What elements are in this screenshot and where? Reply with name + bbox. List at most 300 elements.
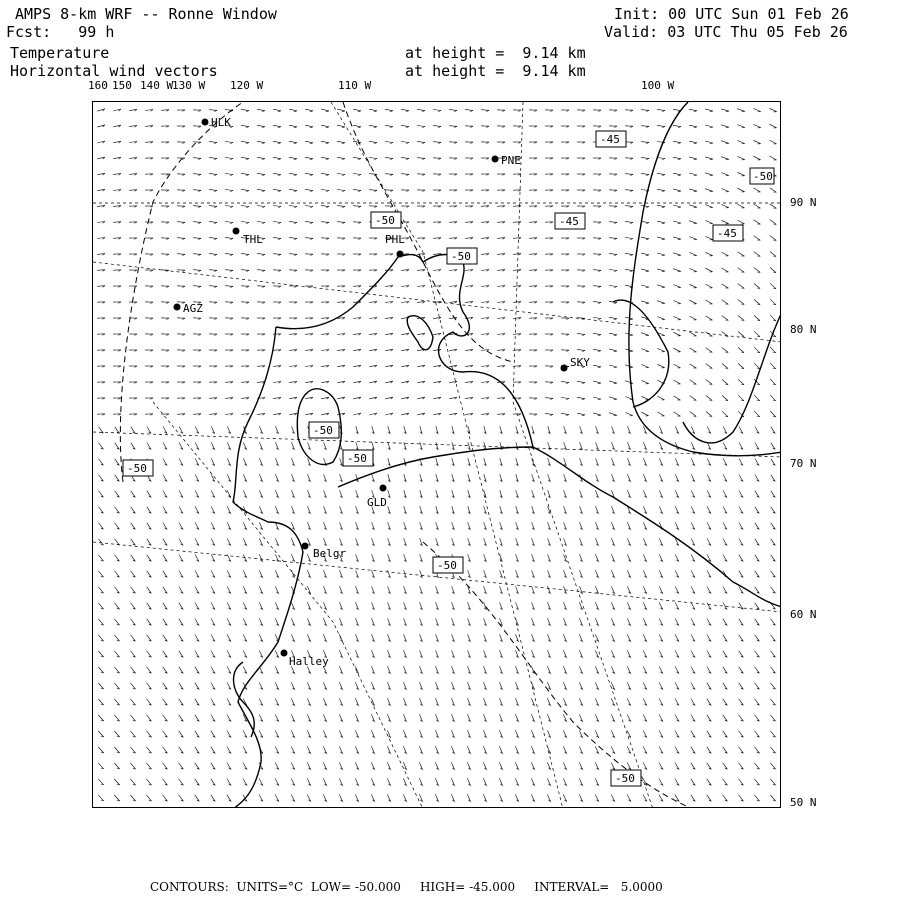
wind-vector [273,141,281,142]
wind-vector [754,204,761,208]
wind-vector [674,412,681,416]
wind-vector [625,253,633,254]
wind-vector-head [678,207,681,208]
coastline-east-inlet [613,300,669,407]
wind-vector [721,173,728,176]
wind-vector [673,205,681,207]
field-wind: Horizontal wind vectors [10,62,218,80]
wind-vector [657,269,665,271]
wind-vector-head [294,127,297,128]
wind-vector-head [214,222,217,223]
wind-vector-head [662,271,665,272]
wind-vector [689,125,697,127]
wind-vector-head [214,158,217,159]
wind-vector-head [246,175,249,176]
wind-vector [673,125,681,126]
wind-vector-head [214,190,217,191]
wind-vector [674,380,681,384]
wind-vector [738,268,745,272]
contour-labels [123,131,774,786]
wind-vector [177,238,185,239]
wind-vector [401,158,409,159]
wind-vector-head [230,191,233,192]
wind-vector-head [678,175,681,176]
wind-vector [305,109,313,111]
wind-vector-head [678,271,681,272]
wind-vector-head [646,303,649,304]
wind-vector [305,125,313,127]
wind-vector [609,397,617,399]
svg-text:-50: -50 [451,250,471,263]
station-dot-hlk [202,119,209,126]
wind-vector [273,189,281,190]
wind-vector-head [550,414,553,415]
wind-vector-head [646,255,649,256]
wind-vector [337,125,345,127]
wind-vector-head [566,382,569,383]
wind-vector-head [278,127,281,128]
wind-vector [754,268,760,273]
wind-vector-head [294,143,297,144]
wind-vector [738,395,744,400]
wind-vector [593,381,601,383]
wind-vector [673,332,680,335]
wind-vector [609,413,617,416]
wind-vector [449,126,457,127]
wind-vector [577,381,585,382]
wind-vector [625,269,633,270]
wind-vector [657,205,665,206]
wind-vector [593,302,601,303]
wind-vector-head [614,287,617,288]
wind-vector [689,189,697,191]
wind-vector [433,142,441,143]
wind-vector [321,109,329,111]
wind-vector-head [310,127,313,128]
wind-vector [305,189,313,190]
wind-vector [706,316,713,320]
svg-text:-45: -45 [559,215,579,228]
wind-vector [193,254,201,255]
wind-vector-head [358,127,361,128]
wind-vector-head [630,367,633,368]
wind-vector-head [662,287,665,288]
wind-vector-head [646,335,649,336]
contour-minus50-west [120,102,243,482]
wind-vector [305,141,313,143]
wind-vector [273,206,281,207]
wind-vector [593,318,601,319]
wind-vector [706,380,712,385]
station-label-hlk: HLK [211,116,231,129]
wind-vector [209,270,217,271]
wind-vector-head [742,111,745,112]
wind-vector-head [662,126,665,127]
wind-vector [641,380,648,383]
wind-vector-head [598,335,601,336]
wind-vector [753,140,760,143]
wind-vector [273,157,281,158]
wind-vector-head [262,111,265,112]
wind-vector [753,124,760,127]
station-label-agz: AGZ [183,302,203,315]
wind-vector [706,300,713,304]
wind-vector [225,158,233,159]
wind-vector [721,157,729,160]
wind-vector-head [342,159,345,160]
wind-vector [641,349,649,352]
wind-vector [657,237,665,239]
wind-vector [690,380,697,384]
wind-vector-head [646,239,649,240]
wind-vector [465,110,473,111]
wind-vector-head [230,175,233,176]
wind-vector [722,411,728,416]
wind-vector [609,286,617,287]
wind-vector-head [342,175,345,176]
wind-vector [209,286,217,287]
wind-vector [738,220,745,224]
wind-vector-head [294,175,297,176]
wind-vector [369,190,377,191]
wind-vector-head [662,110,665,111]
wind-vector-head [294,238,297,239]
wind-vector [738,347,744,352]
wind-vector-head [358,175,361,176]
wind-vector [609,381,617,383]
wind-vector [754,188,761,192]
svg-text:-50: -50 [313,424,333,437]
wind-vector-head [438,126,441,127]
wind-vector [577,350,585,351]
wind-vector [738,300,744,305]
wind-vector-head [614,303,617,304]
lat-label-80n: 80 N [790,323,817,336]
wind-vector-head [262,207,265,208]
wind-vector [690,348,697,352]
wind-vector [353,109,361,111]
lon-label-150: 150 [112,79,132,92]
wind-vector [369,141,377,142]
wind-vector-head [278,223,281,224]
wind-vector [193,286,201,287]
wind-vector [337,206,345,207]
wind-vector-head [278,207,281,208]
wind-vector-head [598,351,601,352]
svg-text:-45: -45 [717,227,737,240]
field-temperature: Temperature [10,44,110,62]
wind-vector-head [310,207,313,208]
wind-vector-head [614,383,617,384]
wind-vector [305,222,313,223]
wind-vector [689,237,697,240]
wind-vector-head [390,158,393,159]
lon-label-120w: 120 W [230,79,264,92]
wind-vector [209,174,217,175]
wind-vector [321,222,329,223]
wind-vector [625,222,633,223]
wind-vector-head [646,158,649,159]
wind-vector [657,348,664,351]
wind-vector-head [646,271,649,272]
wind-vector [417,142,425,143]
wind-vector [193,222,201,223]
wind-vector-head [598,383,601,384]
wind-vector-head [678,159,681,160]
station-dot-belgr [302,543,309,550]
wind-vector [609,222,617,223]
wind-vector-head [214,174,217,175]
wind-vector [738,379,744,384]
wind-vector [225,254,233,255]
wind-vector-head [710,175,713,176]
wind-vector [369,125,377,126]
wind-vector [689,173,697,175]
wind-vector-head [326,191,329,192]
wind-vector [657,285,665,287]
wind-vector [417,126,425,127]
wind-vector [737,141,744,144]
wind-vector [706,284,713,288]
wind-vector [257,189,265,190]
wind-vector [193,270,201,271]
wind-vector-head [662,255,665,256]
wind-vector [241,222,249,223]
wind-vector-head [374,143,377,144]
wind-vector-head [694,223,697,224]
wind-vector-head [310,191,313,192]
wind-vector [209,222,217,223]
wind-vector-head [230,207,233,208]
wind-vector [690,332,697,336]
wind-vector-head [374,127,377,128]
wind-vector [353,157,361,158]
wind-vector-head [294,191,297,192]
wind-vector [577,397,585,398]
wind-vector-head [598,302,601,303]
wind-vector-head [246,127,249,128]
wind-vector [673,301,680,304]
wind-vector [273,222,281,223]
wind-vector-head [422,111,425,112]
wind-vector-head [230,238,233,239]
wind-vector [641,301,649,303]
wind-vector [625,413,632,416]
wind-vector [305,173,313,174]
wind-vector-head [358,159,361,160]
wind-vector-head [726,143,729,144]
wind-vector-head [694,127,697,128]
contour-label-4 [713,225,743,241]
wind-vector [209,142,217,143]
wind-vector [690,316,697,320]
wind-vector [609,238,617,239]
contour-minus45-north [343,102,513,362]
wind-vector [289,157,297,158]
wind-vector [241,206,249,207]
wind-vector-head [326,159,329,160]
wind-vector [770,315,776,321]
wind-vector-head [358,111,361,112]
wind-vector [706,364,713,369]
wind-vector-head [694,111,697,112]
wind-vector [289,206,297,207]
wind-vector-head [646,207,649,208]
wind-vector-head [694,159,697,160]
contour-info-footer: CONTOURS: UNITS=°C LOW= -50.000 HIGH= -45.000 INTERVAL= 5.0000 [150,880,663,894]
wind-vector-head [726,111,729,112]
wind-vector [593,397,601,399]
station-label-sky: SKY [570,356,590,369]
wind-vector-head [230,254,233,255]
wind-vector [369,174,377,175]
contour-minus50-south [423,542,693,808]
contour-label-8 [343,450,373,466]
wind-vector [561,382,569,383]
wind-vector [658,412,665,416]
wind-vector [353,206,361,207]
lon-label-140w: 140 W [140,79,174,92]
wind-vector [257,141,265,142]
wind-vector [369,109,377,111]
wind-vector [705,141,713,143]
wind-vector-head [694,191,697,192]
wind-vector-head [630,351,633,352]
wind-vector-field [97,108,777,801]
wind-vector [641,126,649,127]
wind-vector-head [214,238,217,239]
wind-vector-head [374,111,377,112]
wind-vector [561,413,569,414]
wind-vector [674,364,681,368]
wind-vector [209,190,217,191]
wind-vector-head [230,143,233,144]
wind-vector [241,109,249,110]
wind-vector [401,109,409,110]
wind-vector [273,109,281,111]
lat-label-50n: 50 N [790,796,817,809]
wind-vector [705,252,712,255]
wind-vector-head [614,271,617,272]
wind-vector-head [246,111,249,112]
wind-vector-head [262,143,265,144]
wind-vector [449,110,457,111]
wind-vector [673,189,681,191]
wind-vector-head [278,191,281,192]
wind-vector [689,253,696,256]
wind-vector [353,125,361,127]
wind-vector [385,174,393,175]
wind-vector [673,253,681,255]
wind-vector [289,109,297,111]
wind-vector [257,206,265,207]
valid-time: Valid: 03 UTC Thu 05 Feb 26 [604,23,848,41]
wind-vector-head [630,271,633,272]
wind-vector [257,125,265,126]
lat-label-70n: 70 N [790,457,817,470]
wind-vector-head [422,127,425,128]
wind-vector [625,174,633,175]
wind-vector-head [310,143,313,144]
wind-vector [705,236,712,239]
coastline-ronne [276,255,533,448]
wind-vector [754,299,760,304]
wind-vector [721,141,729,144]
wind-vector [673,109,681,110]
wind-vector [193,190,201,191]
wind-vector [705,268,712,272]
wind-vector [737,172,744,175]
wind-vector-head [646,287,649,288]
station-label-thl: THL [243,233,263,246]
wind-vector [722,379,728,384]
svg-text:-45: -45 [600,133,620,146]
wind-vector-head [566,399,569,400]
wind-vector-head [278,111,281,112]
wind-vector [673,237,681,239]
lon-label-160: 160 [88,79,108,92]
wind-vector-head [406,143,409,144]
wind-vector-head [246,207,249,208]
wind-vector [305,157,313,158]
wind-vector [690,412,696,417]
svg-text:-50: -50 [127,462,147,475]
wind-vector-head [630,222,633,223]
station-label-phl: PHL [385,233,405,246]
height-temperature: at height = 9.14 km [405,44,586,62]
wind-vector [754,220,761,224]
wind-vector [273,125,281,126]
wind-vector [417,158,425,159]
wind-vector [738,284,745,289]
wind-vector [257,173,265,174]
wind-vector [722,395,728,400]
wind-vector [722,284,729,288]
wind-vector-head [678,239,681,240]
wind-vector [273,254,281,255]
wind-vector [770,220,776,225]
wind-vector [353,174,361,175]
wind-vector [401,125,409,126]
wind-vector [754,252,760,257]
wind-vector-head [326,111,329,112]
wind-vector-head [358,190,361,191]
wind-vector [433,126,441,127]
contour-label-10 [433,557,463,573]
station-dot-thl [233,228,240,235]
wind-vector [657,317,664,320]
wind-vector [225,206,233,207]
map-panel [92,101,781,808]
station-markers [174,119,568,657]
wind-vector [705,109,713,111]
wind-vector [657,221,665,223]
wind-vector [738,363,744,368]
wind-vector [321,125,329,127]
wind-vector [257,254,265,255]
contour-label-11 [611,770,641,786]
coastline-antarctic-east [683,312,781,443]
wind-vector [705,157,713,159]
wind-vector-head [598,399,601,400]
wind-vector [689,205,697,207]
wind-vector [657,110,665,111]
wind-vector [673,221,681,223]
wind-vector [769,108,776,111]
wind-vector [321,206,329,207]
wind-vector [225,286,233,287]
wind-vector [289,222,297,223]
